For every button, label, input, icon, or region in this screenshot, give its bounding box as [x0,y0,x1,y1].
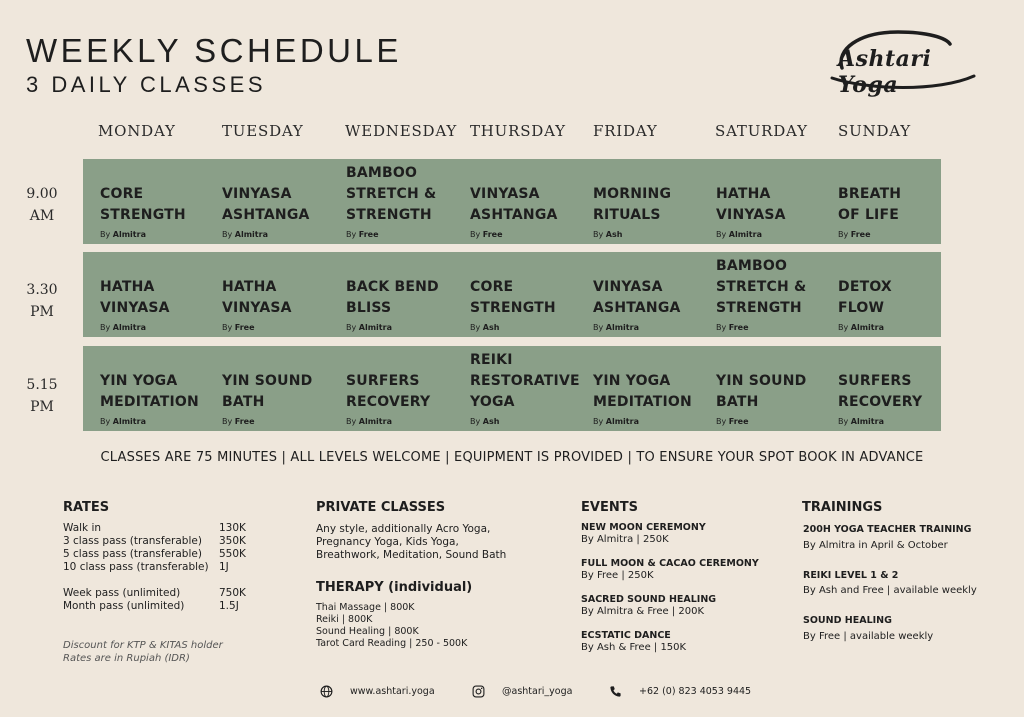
class-name-line: HATHA [716,186,771,202]
class-teacher [716,417,749,426]
private-classes-text: Any style, additionally Acro Yoga, [316,523,491,535]
day-sunday: SUNDAY [838,122,911,140]
rates-heading: RATES [63,500,110,515]
globe-icon [320,685,333,698]
class-name-line: STRENGTH [716,300,802,316]
teacher-prefix: By [222,323,233,332]
teacher-name: Free [728,323,749,332]
teacher-prefix: By [100,323,111,332]
time-slot-label [14,374,70,418]
time-slot-text: 5.15 [26,377,58,393]
phone-icon [609,685,622,698]
class-name [346,163,436,226]
class-name-line: VINYASA [222,300,292,316]
class-name-line: BAMBOO [716,258,788,274]
class-name-line: REIKI [470,352,513,368]
training-detail: By Ash and Free | available weekly [803,585,977,596]
class-name-line: ASHTANGA [593,300,681,316]
class-name-line: RECOVERY [838,394,923,410]
teacher-prefix: By [838,417,849,426]
rate-label: 3 class pass (transferable) [63,535,202,547]
time-slot-text: 9.00 [26,186,58,202]
teacher-name: Ash [482,417,500,426]
class-name-line: RECOVERY [346,394,431,410]
class-name [100,371,199,413]
class-teacher [346,230,379,239]
class-name-line: ASHTANGA [222,207,310,223]
therapy-item: Tarot Card Reading | 250 - 500K [316,638,468,649]
class-name [593,277,681,319]
event-detail: By Ash & Free | 150K [581,642,687,653]
class-name-line: BACK BEND [346,279,439,295]
class-teacher [716,230,762,239]
class-name-line: YOGA [470,394,515,410]
class-name-line: BREATH [838,186,902,202]
class-name-line: OF LIFE [838,207,899,223]
teacher-prefix: By [470,417,481,426]
class-name-line: ASHTANGA [470,207,558,223]
class-teacher [838,417,884,426]
teacher-prefix: By [470,230,481,239]
class-teacher [593,417,639,426]
class-name [716,256,806,319]
training-title: SOUND HEALING [803,615,892,626]
class-name [222,184,310,226]
training-detail: By Almitra in April & October [803,540,948,551]
class-teacher [222,230,268,239]
teacher-prefix: By [593,417,604,426]
teacher-prefix: By [100,230,111,239]
class-name-line: SURFERS [838,373,912,389]
class-teacher [346,323,392,332]
time-slot-text: AM [29,208,55,224]
class-teacher [593,230,622,239]
teacher-name: Almitra [112,230,146,239]
teacher-name: Free [234,323,255,332]
class-teacher [100,417,146,426]
private-classes-text: Breathwork, Meditation, Sound Bath [316,549,507,561]
class-teacher [470,230,503,239]
class-name-line: VINYASA [593,279,663,295]
page-title: WEEKLY SCHEDULE [26,32,402,69]
teacher-name: Almitra [605,417,639,426]
teacher-name: Free [728,417,749,426]
class-name [470,277,556,319]
class-teacher [593,323,639,332]
teacher-prefix: By [222,230,233,239]
training-title: REIKI LEVEL 1 & 2 [803,570,899,581]
event-detail: By Almitra & Free | 200K [581,606,705,617]
teacher-prefix: By [838,230,849,239]
teacher-prefix: By [716,230,727,239]
class-name [222,371,312,413]
class-name [716,371,806,413]
class-name [470,350,580,413]
class-name-line: YIN YOGA [100,373,178,389]
class-name-line: STRENGTH [346,207,432,223]
rates-note: Rates are in Rupiah (IDR) [63,653,190,664]
day-wednesday: WEDNESDAY [345,122,458,140]
therapy-item: Thai Massage | 800K [316,602,415,613]
time-slot-text: 3.30 [26,282,58,298]
teacher-name: Almitra [850,323,884,332]
teacher-prefix: By [716,323,727,332]
class-teacher [716,323,749,332]
class-teacher [100,323,146,332]
teacher-prefix: By [716,417,727,426]
teacher-name: Almitra [728,230,762,239]
class-name-line: MEDITATION [100,394,199,410]
rate-price: 750K [219,587,246,599]
class-name-line: BAMBOO [346,165,418,181]
class-name-line: BATH [222,394,265,410]
class-name-line: RITUALS [593,207,661,223]
class-name [593,184,671,226]
class-name [470,184,558,226]
class-name-line: FLOW [838,300,885,316]
teacher-name: Free [234,417,255,426]
class-name-line: MORNING [593,186,672,202]
logo-text: Ashtari Yoga [838,46,932,98]
class-name-line: YIN SOUND [716,373,807,389]
therapy-item: Sound Healing | 800K [316,626,419,637]
class-name-line: VINYASA [100,300,170,316]
teacher-prefix: By [346,417,357,426]
website-link[interactable]: www.ashtari.yoga [350,686,435,697]
class-name [346,371,430,413]
class-name-line: MEDITATION [593,394,692,410]
private-classes-heading: PRIVATE CLASSES [316,500,446,515]
rate-label: Month pass (unlimited) [63,600,185,612]
class-name [838,277,892,319]
event-title: FULL MOON & CACAO CEREMONY [581,558,759,569]
private-classes-text: Pregnancy Yoga, Kids Yoga, [316,536,459,548]
day-tuesday: TUESDAY [222,122,304,140]
class-name-line: HATHA [100,279,155,295]
event-title: SACRED SOUND HEALING [581,594,717,605]
class-name-line: SURFERS [346,373,420,389]
class-name-line: VINYASA [716,207,786,223]
teacher-name: Almitra [112,323,146,332]
class-name [100,184,186,226]
teacher-prefix: By [346,230,357,239]
class-name-line: VINYASA [222,186,292,202]
time-slot-label [14,183,70,227]
instagram-icon [472,685,485,698]
page-subtitle: 3 DAILY CLASSES [26,72,267,97]
teacher-prefix: By [593,323,604,332]
day-monday: MONDAY [98,122,176,140]
class-name [222,277,292,319]
class-name [346,277,439,319]
class-teacher [222,323,255,332]
class-teacher [100,230,146,239]
class-info-banner: CLASSES ARE 75 MINUTES | ALL LEVELS WELCOME | EQUIPMENT IS PROVIDED | TO ENSURE YOUR SPOT BOOK IN ADVANCE [100,450,924,465]
class-name [100,277,170,319]
class-name-line: VINYASA [470,186,540,202]
teacher-name: Almitra [358,417,392,426]
class-teacher [838,230,871,239]
class-name [838,184,901,226]
teacher-prefix: By [838,323,849,332]
rate-label: 5 class pass (transferable) [63,548,202,560]
class-teacher [222,417,255,426]
events-heading: EVENTS [581,500,638,515]
class-name [716,184,786,226]
day-saturday: SATURDAY [715,122,808,140]
class-name-line: STRETCH & [346,186,437,202]
class-name-line: RESTORATIVE [470,373,580,389]
class-name-line: STRENGTH [100,207,186,223]
day-friday: FRIDAY [593,122,658,140]
therapy-heading: THERAPY (individual) [316,580,473,595]
class-name-line: STRETCH & [716,279,807,295]
rate-label: Week pass (unlimited) [63,587,181,599]
rate-price: 1.5J [219,600,239,612]
day-thursday: THURSDAY [470,122,566,140]
training-detail: By Free | available weekly [803,631,934,642]
class-name-line: BATH [716,394,759,410]
class-name-line: YIN SOUND [222,373,313,389]
teacher-name: Free [482,230,503,239]
teacher-name: Ash [482,323,500,332]
class-teacher [838,323,884,332]
event-detail: By Free | 250K [581,570,654,581]
teacher-prefix: By [346,323,357,332]
class-name-line: BLISS [346,300,392,316]
class-name-line: CORE [100,186,144,202]
trainings-heading: TRAININGS [802,500,883,515]
event-detail: By Almitra | 250K [581,534,669,545]
instagram-handle[interactable]: @ashtari_yoga [502,686,573,697]
time-slot-label [14,279,70,323]
class-name-line: HATHA [222,279,277,295]
class-teacher [346,417,392,426]
class-teacher [470,417,499,426]
teacher-name: Ash [605,230,623,239]
rate-price: 350K [219,535,246,547]
class-name-line: STRENGTH [470,300,556,316]
rate-price: 130K [219,522,246,534]
teacher-prefix: By [470,323,481,332]
rate-price: 1J [219,561,229,573]
teacher-name: Almitra [850,417,884,426]
training-title: 200H YOGA TEACHER TRAINING [803,524,972,535]
teacher-prefix: By [593,230,604,239]
class-name [838,371,922,413]
brand-logo [828,28,978,98]
phone-number[interactable]: +62 (0) 823 4053 9445 [639,686,752,697]
teacher-name: Almitra [234,230,268,239]
class-name-line: CORE [470,279,514,295]
event-title: ECSTATIC DANCE [581,630,671,641]
class-teacher [470,323,499,332]
class-name [593,371,692,413]
rate-price: 550K [219,548,246,560]
teacher-name: Almitra [358,323,392,332]
teacher-name: Almitra [112,417,146,426]
teacher-prefix: By [222,417,233,426]
time-slot-text: PM [30,399,54,415]
rate-label: 10 class pass (transferable) [63,561,209,573]
teacher-prefix: By [100,417,111,426]
class-name-line: DETOX [838,279,892,295]
day-header-row [0,122,1024,142]
class-name-line: YIN YOGA [593,373,671,389]
rate-label: Walk in [63,522,102,534]
event-title: NEW MOON CEREMONY [581,522,706,533]
teacher-name: Almitra [605,323,639,332]
therapy-item: Reiki | 800K [316,614,373,625]
time-slot-text: PM [30,304,54,320]
rates-note: Discount for KTP & KITAS holder [63,640,223,651]
teacher-name: Free [850,230,871,239]
teacher-name: Free [358,230,379,239]
